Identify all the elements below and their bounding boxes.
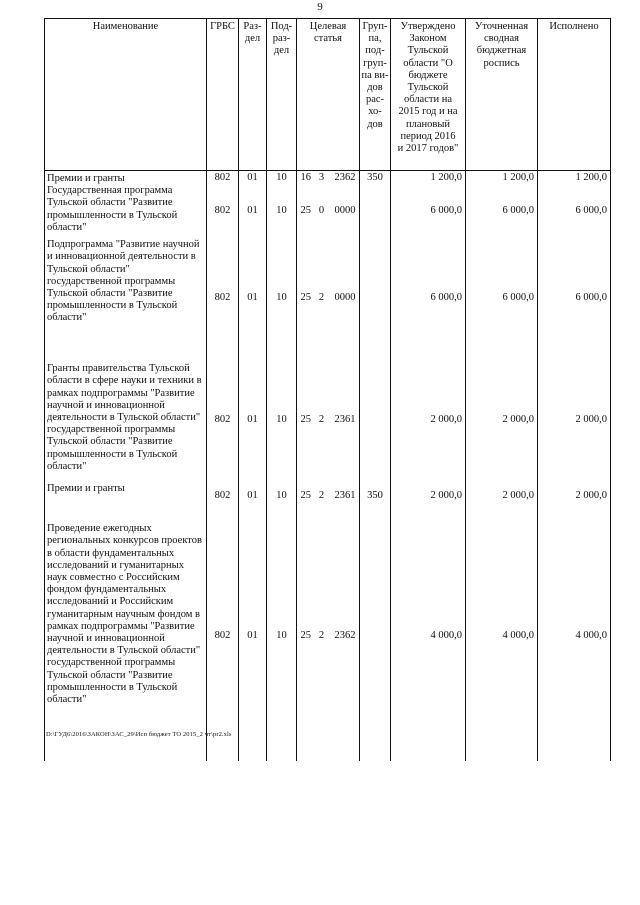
row-podrazdel: 10 (267, 481, 297, 511)
csr-part: 2361 (334, 414, 356, 426)
row-razdel: 01 (239, 237, 267, 359)
row-csr (297, 171, 360, 186)
row-podrazdel: 10 (267, 359, 297, 481)
row-executed: 6 000,0 (538, 237, 611, 359)
row-podrazdel: 10 (267, 171, 297, 186)
file-path: D:\ГУД6\2016\ЗАКОН\ЗАС_29\Исп бюджет ТО 2015_2 чт\pr2.xls (46, 731, 232, 738)
row-csr (297, 359, 360, 481)
csr-part: 2 (318, 490, 325, 502)
row-name: Государственная программа Тульской области "Развитие промышленности в Тульской области" (45, 185, 207, 237)
csr-part: 25 (300, 414, 311, 426)
csr-part: 2362 (334, 172, 356, 183)
csr-part: 0000 (334, 205, 356, 217)
csr-part: 25 (300, 292, 311, 304)
row-grbs: 802 (207, 511, 239, 761)
csr-part: 2 (318, 414, 325, 426)
row-executed: 2 000,0 (538, 481, 611, 511)
row-vr (360, 359, 391, 481)
csr-part: 0000 (334, 292, 356, 304)
row-executed: 4 000,0 (538, 511, 611, 761)
row-csr (297, 185, 360, 237)
row-executed: 2 000,0 (538, 359, 611, 481)
row-refined: 6 000,0 (466, 185, 538, 237)
row-approved: 4 000,0 (391, 511, 466, 761)
header-razdel: Раз- дел (239, 19, 267, 171)
row-approved: 6 000,0 (391, 237, 466, 359)
csr-part: 2 (318, 292, 325, 304)
row-podrazdel: 10 (267, 185, 297, 237)
row-refined: 6 000,0 (466, 237, 538, 359)
row-refined: 1 200,0 (466, 171, 538, 186)
row-executed: 1 200,0 (538, 171, 611, 186)
row-grbs: 802 (207, 359, 239, 481)
row-approved: 1 200,0 (391, 171, 466, 186)
row-csr (297, 237, 360, 359)
table-row (45, 481, 611, 511)
row-vr: 350 (360, 171, 391, 186)
csr-part: 25 (300, 205, 311, 217)
table-header-row (45, 19, 611, 171)
row-approved: 2 000,0 (391, 481, 466, 511)
row-csr (297, 511, 360, 761)
row-name: Проведение ежегодных региональных конкурсов проектов в области фундаментальных исследований и гуманитарных наук совместно с Российским фондом фундаментальных исследований и Российским гуманитарным научным фондом в рамках подпрограммы "Развитие научной и инновационной деятельности в Тульской области" государственной программы Тульской области "Развитие промышленности в Тульской области" (45, 511, 207, 761)
row-executed: 6 000,0 (538, 185, 611, 237)
page-number: 9 (317, 1, 323, 13)
csr-part: 16 (300, 172, 311, 183)
csr-part: 25 (300, 630, 311, 642)
table-row (45, 511, 611, 761)
row-name: Гранты правительства Тульской области в сфере науки и техники в рамках подпрограммы "Развитие научной и инновационной деятельности в Тульской области" государственной программы Тульской области "Развитие промышленности в Тульской области" (45, 359, 207, 481)
row-approved: 6 000,0 (391, 185, 466, 237)
table-row (45, 185, 611, 237)
header-podrazdel: Под- раз- дел (267, 19, 297, 171)
row-podrazdel: 10 (267, 237, 297, 359)
row-name: Премии и гранты (45, 481, 207, 511)
row-razdel: 01 (239, 481, 267, 511)
csr-part: 2361 (334, 490, 356, 502)
header-executed: Исполнено (538, 19, 611, 171)
row-grbs: 802 (207, 171, 239, 186)
table-row (45, 359, 611, 481)
csr-part: 3 (318, 172, 325, 183)
header-approved: Утверждено Законом Тульской области "О бюджете Тульской области на 2015 год и на плановый период 2016 и 2017 годов" (391, 19, 466, 171)
row-vr (360, 237, 391, 359)
row-name: Премии и гранты (45, 171, 207, 186)
header-refined: Уточненная сводная бюджетная роспись (466, 19, 538, 171)
header-name: Наименование (45, 19, 207, 171)
row-csr (297, 481, 360, 511)
row-refined: 2 000,0 (466, 359, 538, 481)
csr-part: 25 (300, 490, 311, 502)
budget-execution-table (44, 18, 611, 761)
row-approved: 2 000,0 (391, 359, 466, 481)
table-row (45, 237, 611, 359)
row-razdel: 01 (239, 359, 267, 481)
row-vr (360, 511, 391, 761)
csr-part: 2 (318, 630, 325, 642)
row-refined: 4 000,0 (466, 511, 538, 761)
csr-part: 2362 (334, 630, 356, 642)
row-razdel: 01 (239, 185, 267, 237)
header-grbs: ГРБС (207, 19, 239, 171)
row-vr: 350 (360, 481, 391, 511)
csr-part: 0 (318, 205, 325, 217)
row-grbs: 802 (207, 185, 239, 237)
row-vr (360, 185, 391, 237)
row-podrazdel: 10 (267, 511, 297, 761)
row-grbs: 802 (207, 237, 239, 359)
row-razdel: 01 (239, 511, 267, 761)
row-refined: 2 000,0 (466, 481, 538, 511)
table-row (45, 171, 611, 186)
row-name: Подпрограмма "Развитие научной и инновационной деятельности в Тульской области" государственной программы Тульской области "Развитие промышленности в Тульской области" (45, 237, 207, 359)
header-vr: Груп- па, под- груп- па ви- дов рас- хо- дов (360, 19, 391, 171)
header-csr: Целевая статья (297, 19, 360, 171)
row-grbs: 802 (207, 481, 239, 511)
row-razdel: 01 (239, 171, 267, 186)
